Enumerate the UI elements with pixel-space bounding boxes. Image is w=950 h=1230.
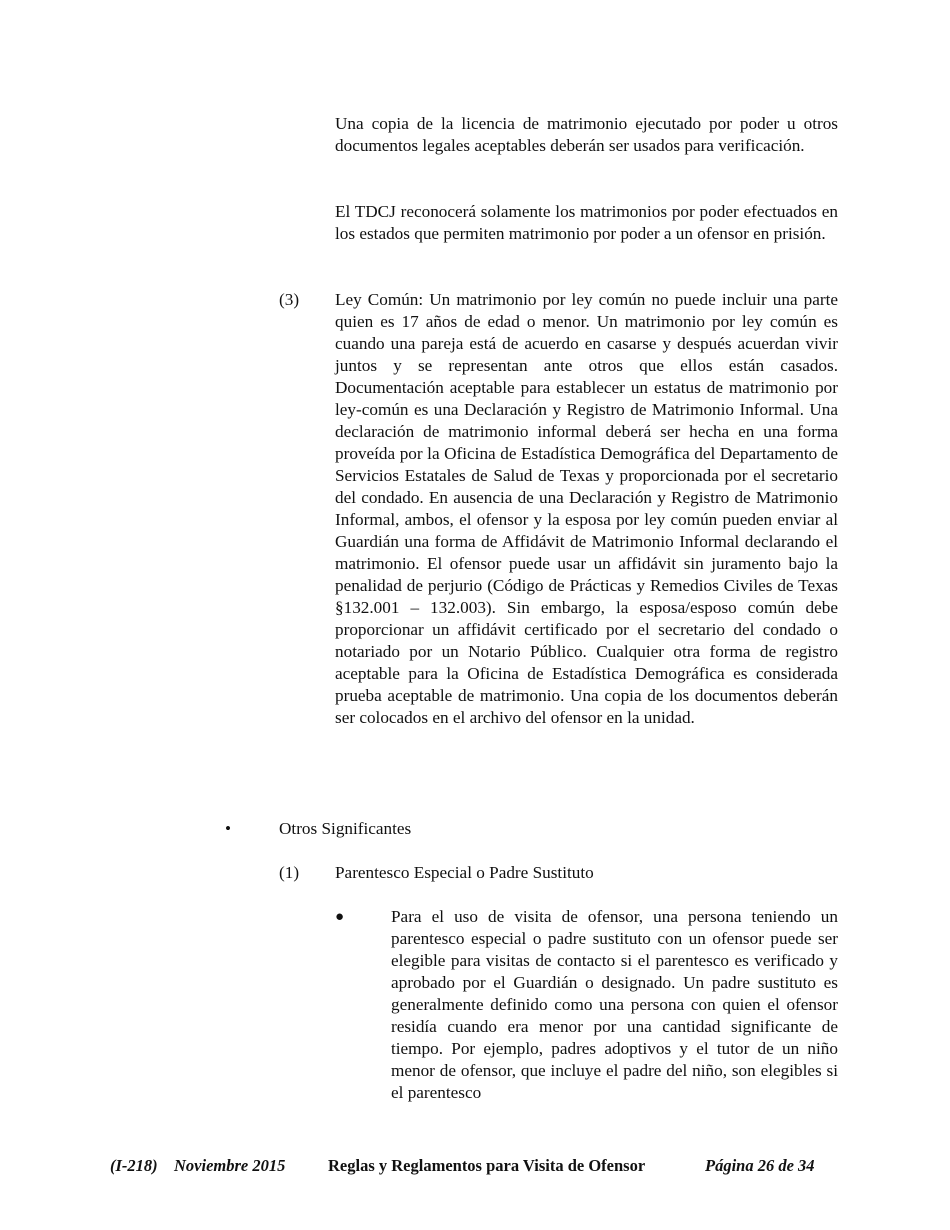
- sub-bullet-icon: ●: [335, 909, 345, 925]
- section-bullet: •: [225, 819, 232, 838]
- footer-form-id: (I-218): [110, 1156, 158, 1175]
- proxy-marriage-paragraph-2: El TDCJ reconocerá solamente los matrimonios por poder efectuados en los estados que permiten matrimonio por poder a un ofensor en prisión.: [335, 202, 838, 243]
- item-1-title: Parentesco Especial o Padre Sustituto: [335, 863, 594, 882]
- item-3-number: (3): [279, 290, 300, 309]
- section-heading-otros-significantes: Otros Significantes: [279, 819, 412, 838]
- proxy-marriage-paragraph-1: Una copia de la licencia de matrimonio ejecutado por poder u otros documentos legales aceptables deberán ser usados para verificación.: [335, 114, 838, 155]
- sub-bullet-paragraph: Para el uso de visita de ofensor, una persona teniendo un parentesco especial o padre sustituto con un ofensor puede ser elegible para visitas de contacto si el parentesco es verificado y aprobado por el Guardián o designado. Un padre sustituto es generalmente definido como una persona con quien el ofensor residía cuando era menor por una cantidad significante de tiempo. Por ejemplo, padres adoptivos y el tutor de un niño menor de ofensor, que incluye el padre del niño, son elegibles si el parentesco: [391, 907, 838, 1102]
- footer-date: Noviembre 2015: [174, 1156, 286, 1175]
- item-1-number: (1): [279, 863, 300, 882]
- item-3-common-law-text: Ley Común: Un matrimonio por ley común no puede incluir una parte quien es 17 años de edad o menor. Un matrimonio por ley común es cuando una pareja está de acuerdo en casarse y después acuerdan vivir juntos y se representan ante otros que ellos están casados. Documentación aceptable para establecer un estatus de matrimonio por ley-común es una Declaración y Registro de Matrimonio Informal. Una declaración de matrimonio informal deberá ser hecha en una forma proveída por la Oficina de Estadística Demográfica del Departamento de Servicios Estatales de Salud de Texas y proporcionada por el secretario del condado. En ausencia de una Declaración y Registro de Matrimonio Informal, ambos, el ofensor y la esposa por ley común pueden enviar al Guardián una forma de Affidávit de Matrimonio Informal declarando el matrimonio. El ofensor puede usar un affidávit sin juramento bajo la penalidad de perjurio (Código de Prácticas y Remedios Civiles de Texas §132.001 – 132.003). Sin embargo, la esposa/esposo común debe proporcionar un affidávit certificado por el secretario del condado o notariado por un Notario Público. Cualquier otra forma de registro aceptable para la Oficina de Estadística Demográfica es considerada prueba aceptable de matrimonio. Una copia de los documentos deberán ser colocados en el archivo del ofensor en la unidad.: [335, 290, 838, 727]
- footer-page-number: Página 26 de 34: [705, 1156, 815, 1175]
- footer-title: Reglas y Reglamentos para Visita de Ofensor: [328, 1156, 646, 1175]
